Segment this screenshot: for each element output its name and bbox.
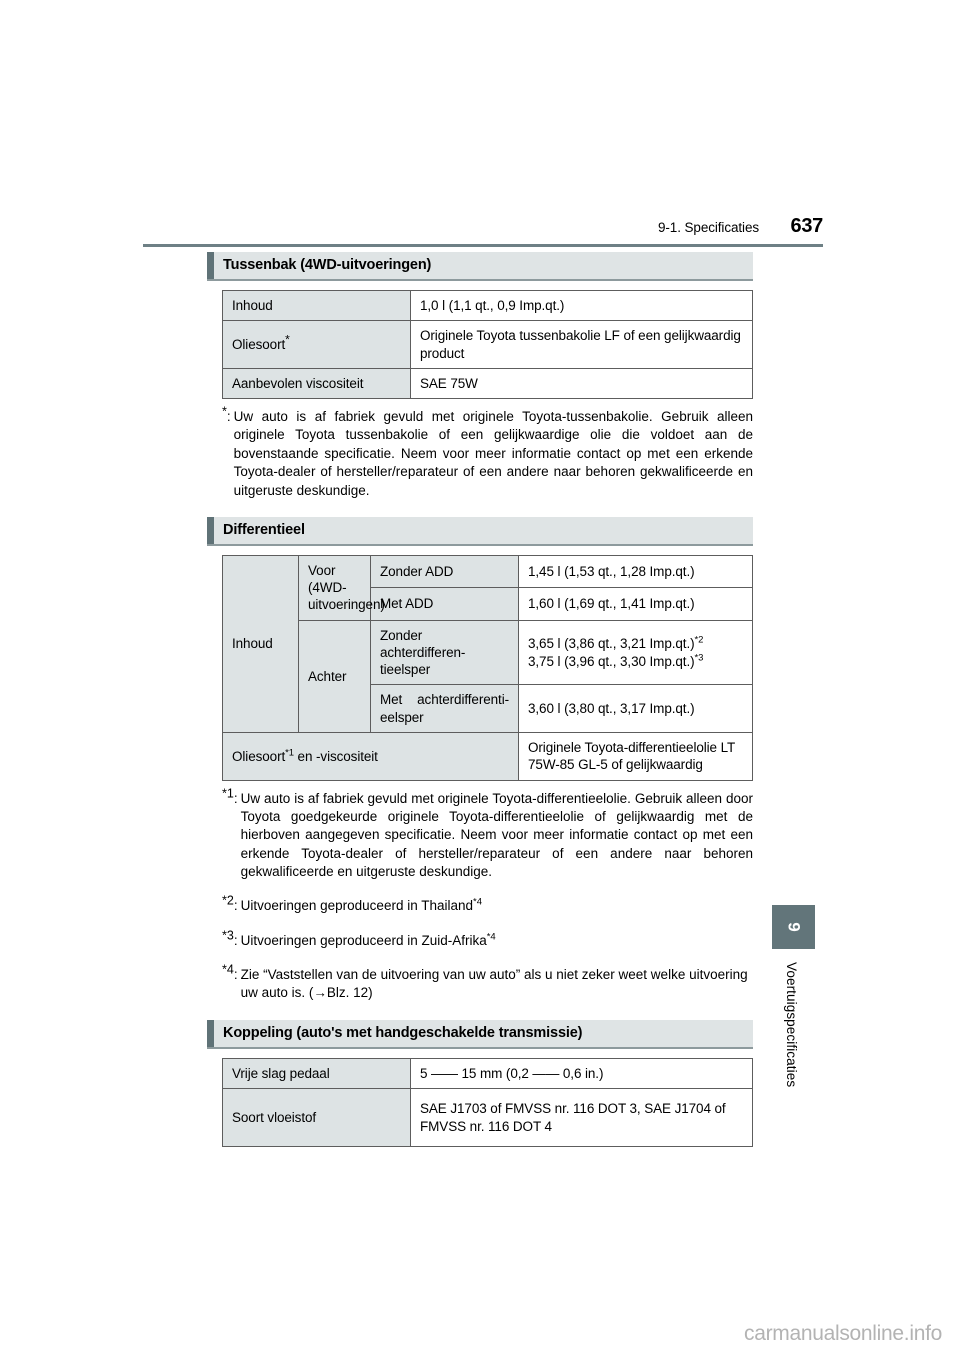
cell-value xyxy=(519,620,753,685)
header-rule xyxy=(143,244,823,247)
cell-label-text: Oliesoort xyxy=(232,336,286,352)
footnote-marker: *1 xyxy=(285,747,294,759)
section-header-koppeling xyxy=(207,1020,753,1049)
footnote-marker: *3: xyxy=(222,928,238,948)
footnote-text: Uitvoeringen geproduceerd in Thailand$^{*4}$ xyxy=(240,896,482,914)
cell-item: Zonder achterdifferen-tieelsper xyxy=(371,620,519,685)
cell-label: Vrije slag pedaal xyxy=(223,1058,411,1088)
page-number: 637 xyxy=(790,215,823,237)
watermark: carmanualsonline.info xyxy=(744,1322,942,1345)
footnote-2 xyxy=(222,893,753,915)
chapter-tab xyxy=(772,905,815,949)
footnote-marker: * xyxy=(285,332,290,347)
table-row xyxy=(223,1058,753,1088)
page-header xyxy=(143,215,823,249)
section-accent-icon xyxy=(207,1020,214,1047)
cell-value: 3,60 l (3,80 qt., 3,17 Imp.qt.) xyxy=(519,685,753,733)
section-title-tussenbak: Tussenbak (4WD-uitvoeringen) xyxy=(223,257,432,273)
table-koppeling xyxy=(222,1058,753,1147)
footnote-marker: *4: xyxy=(222,962,238,983)
cell-label: Soort vloeistof xyxy=(223,1089,411,1147)
table-differentieel xyxy=(222,555,753,781)
cell-subgroup-rear: Achter xyxy=(299,620,371,732)
cell-item: Met ADD xyxy=(371,588,519,620)
chapter-label: Voertuigspecificaties xyxy=(784,962,799,1088)
section-accent-icon xyxy=(207,517,214,544)
footnote-marker: *3 xyxy=(694,652,704,664)
footnote-marker: *2 xyxy=(694,634,704,646)
footnote-marker: *4 xyxy=(473,896,482,908)
section-title-differentieel: Differentieel xyxy=(223,521,305,538)
footnote-marker: *: xyxy=(222,404,231,425)
cell-value: 5 —— 15 mm (0,2 —— 0,6 in.) xyxy=(411,1058,753,1088)
cell-value: 1,0 l (1,1 qt., 0,9 Imp.qt.) xyxy=(411,291,753,321)
footnote-4 xyxy=(222,962,753,1003)
cell-item: Zonder ADD xyxy=(371,555,519,587)
footnote-text: Uitvoeringen geproduceerd in Zuid-Afrika$^{*4}$ xyxy=(240,931,496,948)
cell-group-label: Inhoud xyxy=(223,555,299,732)
cell-value: SAE 75W xyxy=(411,368,753,398)
section-accent-icon xyxy=(207,252,214,279)
footnote-1 xyxy=(222,786,753,882)
footnote-3 xyxy=(222,928,753,950)
chapter-number: 9 xyxy=(784,922,804,932)
footnote-text: Uw auto is af fabriek gevuld met originele Toyota-differentieelolie. Gebruik alleen door Toyota goedgekeurde originele Toyota-differentieelolie of gelijkwaardig met de hierboven aangegeven specificatie. Neem voor meer informatie contact op met een erkende Toyota-dealer of hersteller/reparateur of een andere naar behoren gekwalificeerde en uitgeruste deskundige. xyxy=(240,790,753,879)
table-row xyxy=(223,555,753,587)
value-line-2: 3,75 l (3,96 qt., 3,30 Imp.qt.) xyxy=(528,653,695,669)
cell-value: 1,45 l (1,53 qt., 1,28 Imp.qt.) xyxy=(519,555,753,587)
value-line-1: 3,65 l (3,86 qt., 3,21 Imp.qt.) xyxy=(528,636,695,652)
table-row xyxy=(223,1089,753,1147)
cell-subgroup-front: Voor (4WD-uitvoeringen) xyxy=(299,555,371,620)
footnote-marker: *1: xyxy=(222,786,238,806)
section-title-koppeling: Koppeling (auto's met handgeschakelde transmissie) xyxy=(223,1024,583,1041)
footnote-text: Uw auto is af fabriek gevuld met originele Toyota-tussenbakolie. Gebruik alleen originele Toyota tussenbakolie of een gelijkwaardige olie die voldoet aan de bovenstaande specificatie. Neem voor meer informatie contact op met een erkende Toyota-dealer of hersteller/reparateur of een andere naar behoren gekwalificeerde en uitgeruste deskundige. xyxy=(233,409,753,498)
cell-item: Met achterdifferenti-eelsper xyxy=(371,685,519,733)
page-content xyxy=(207,252,753,1147)
cell-label: Inhoud xyxy=(223,291,411,321)
section-header-tussenbak xyxy=(207,252,753,281)
table-row xyxy=(223,368,753,398)
footnote-star xyxy=(222,404,753,500)
cell-oil-label: Oliesoort$^{*1}$ en -viscositeit xyxy=(223,732,519,780)
header-line xyxy=(143,215,823,241)
cell-oil-value: Originele Toyota-differentieelolie LT 75W-85 GL-5 of gelijkwaardig xyxy=(519,732,753,780)
footnote-marker: *2: xyxy=(222,893,238,914)
table-tussenbak xyxy=(222,290,753,399)
table-row xyxy=(223,291,753,321)
footnote-text: Zie “Vaststellen van de uitvoering van uw auto” als u niet zeker weet welke uitvoering uw auto is. (→Blz. 12) xyxy=(240,967,748,1001)
table-row xyxy=(223,620,753,685)
cell-value: Originele Toyota tussenbakolie LF of een gelijkwaardig product xyxy=(411,321,753,369)
section-header-differentieel xyxy=(207,517,753,546)
cell-value: 1,60 l (1,69 qt., 1,41 Imp.qt.) xyxy=(519,588,753,620)
cell-label xyxy=(223,321,411,369)
cell-label: Aanbevolen viscositeit xyxy=(223,368,411,398)
footnote-marker: *4 xyxy=(486,931,496,943)
table-row xyxy=(223,732,753,780)
table-row xyxy=(223,321,753,369)
cell-value: SAE J1703 of FMVSS nr. 116 DOT 3, SAE J1704 of FMVSS nr. 116 DOT 4 xyxy=(411,1089,753,1147)
header-section-title: 9-1. Specificaties xyxy=(658,220,759,235)
